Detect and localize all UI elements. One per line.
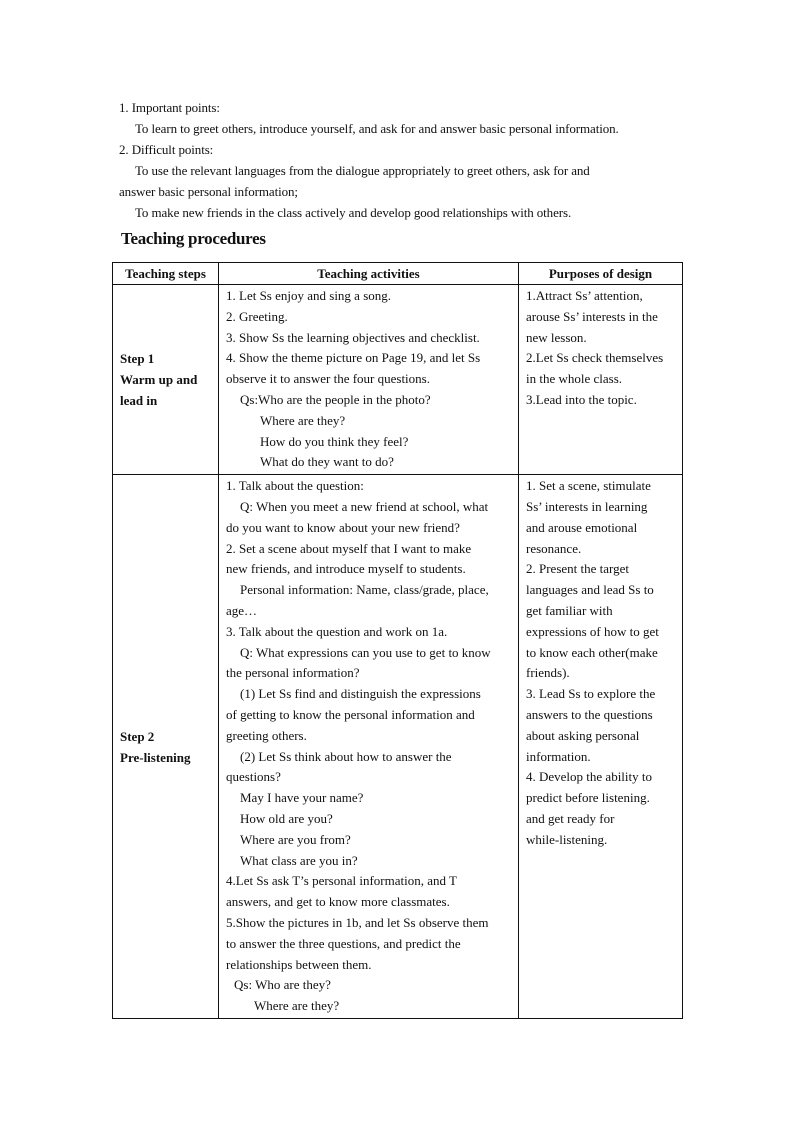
activity-line: age… (226, 602, 258, 618)
difficult-points-text-2: To make new friends in the class actively and develop good relationships with others. (135, 205, 572, 220)
activities-cell (219, 475, 519, 1019)
purpose-line: 2. Present the target (526, 561, 630, 577)
purpose-line: resonance. (526, 540, 582, 556)
header-teaching-steps: Teaching steps (113, 263, 219, 285)
activity-line: Where are you from? (240, 831, 351, 847)
activity-line: Q: When you meet a new friend at school, what (240, 498, 489, 514)
purpose-line: 1.Attract Ss’ attention, (526, 288, 643, 303)
activity-line: 2. Greeting. (226, 308, 288, 324)
purpose-line: languages and lead Ss to (526, 582, 654, 598)
purpose-line: and arouse emotional (526, 519, 638, 535)
header-teaching-activities: Teaching activities (219, 263, 519, 285)
table-row (113, 475, 683, 1019)
purpose-line: predict before listening. (526, 790, 650, 806)
purpose-line: about asking personal (526, 727, 640, 743)
difficult-points-text-1a: To use the relevant languages from the dialogue appropriately to greet others, ask for and (135, 163, 590, 178)
purpose-line: 3. Lead Ss to explore the (526, 686, 656, 702)
purpose-line: 4. Develop the ability to (526, 769, 653, 785)
teaching-procedures-table (112, 262, 683, 1019)
step-cell (113, 475, 219, 1019)
purpose-line: 2.Let Ss check themselves (526, 350, 664, 366)
activity-line: May I have your name? (240, 790, 364, 806)
activity-line: answers, and get to know more classmates. (226, 894, 450, 910)
activity-line: How do you think they feel? (260, 433, 409, 449)
step-cell (113, 285, 219, 475)
activity-line: Where are they? (254, 998, 340, 1014)
difficult-points-text-1b: answer basic personal information; (119, 184, 298, 199)
purposes-cell (519, 475, 683, 1019)
activity-line: What do they want to do? (260, 454, 394, 470)
activity-line: 1. Talk about the question: (226, 478, 364, 494)
purpose-line: to know each other(make (526, 644, 658, 660)
activity-line: (1) Let Ss find and distinguish the expressions (240, 686, 481, 702)
purpose-line: information. (526, 748, 591, 764)
activity-line: to answer the three questions, and predict the (226, 935, 461, 951)
step-number: Step 1 (120, 351, 155, 367)
teaching-points (119, 97, 689, 223)
activity-line: questions? (226, 769, 281, 785)
activity-line: the personal information? (226, 665, 360, 681)
activity-line: Personal information: Name, class/grade, place, (240, 582, 489, 598)
section-title: Teaching procedures (121, 229, 266, 248)
activity-line: 4. Show the theme picture on Page 19, and let Ss (226, 350, 481, 366)
activity-line: Where are they? (260, 412, 346, 428)
purpose-line: and get ready for (526, 810, 615, 826)
purpose-line: in the whole class. (526, 371, 623, 387)
activity-line: new friends, and introduce myself to students. (226, 561, 466, 577)
activity-line: greeting others. (226, 727, 307, 743)
activity-line: Qs: Who are they? (234, 977, 331, 993)
activity-line: of getting to know the personal information and (226, 706, 475, 722)
purpose-line: 3.Lead into the topic. (526, 391, 637, 407)
step-name: lead in (120, 393, 158, 409)
difficult-points-heading: 2. Difficult points: (119, 142, 214, 157)
activity-line: 3. Show Ss the learning objectives and checklist. (226, 329, 480, 345)
activity-line: Q: What expressions can you use to get to know (240, 644, 491, 660)
purpose-line: Ss’ interests in learning (526, 498, 648, 514)
purpose-line: expressions of how to get (526, 623, 659, 639)
activity-line: 1. Let Ss enjoy and sing a song. (226, 288, 392, 303)
purpose-line: 1. Set a scene, stimulate (526, 478, 651, 494)
activity-line: 5.Show the pictures in 1b, and let Ss observe them (226, 914, 489, 930)
activity-line: 2. Set a scene about myself that I want to make (226, 540, 472, 556)
step-name: Warm up and (120, 372, 198, 388)
step-name: Pre-listening (120, 749, 191, 765)
purposes-cell (519, 285, 683, 475)
purpose-line: while-listening. (526, 831, 608, 847)
purpose-line: friends). (526, 665, 570, 681)
table-row (113, 285, 683, 475)
table-header-row (113, 263, 683, 285)
step-number: Step 2 (120, 728, 155, 744)
important-points-heading: 1. Important points: (119, 100, 220, 115)
purpose-line: arouse Ss’ interests in the (526, 308, 658, 324)
activity-line: 3. Talk about the question and work on 1a. (226, 623, 448, 639)
purpose-line: new lesson. (526, 329, 587, 345)
activities-cell (219, 285, 519, 475)
activity-line: observe it to answer the four questions. (226, 371, 430, 387)
purpose-line: answers to the questions (526, 706, 653, 722)
header-purposes-of-design: Purposes of design (519, 263, 683, 285)
important-points-text: To learn to greet others, introduce yourself, and ask for and answer basic personal information. (135, 121, 619, 136)
activity-line: 4.Let Ss ask T’s personal information, and T (226, 873, 457, 889)
activity-line: relationships between them. (226, 956, 372, 972)
activity-line: (2) Let Ss think about how to answer the (240, 748, 452, 764)
activity-line: do you want to know about your new friend? (226, 519, 460, 535)
activity-line: What class are you in? (240, 852, 358, 868)
purpose-line: get familiar with (526, 602, 613, 618)
activity-line: How old are you? (240, 810, 333, 826)
activity-line: Qs:Who are the people in the photo? (240, 391, 431, 407)
